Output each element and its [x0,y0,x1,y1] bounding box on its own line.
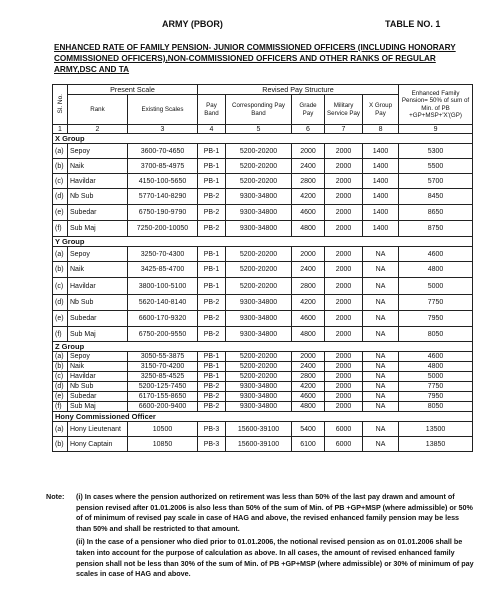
document-subtitle: ENHANCED RATE OF FAMILY PENSION- JUNIOR COMMISSIONED OFFICERS (INCLUDING HONORARY COMMISSIONED OFFICERS),NON-COMMISSIONED OFFICERS AND OTHER RANKS OF REGULAR ARMY,DSC AND TA [54,43,456,74]
table-cell: NA [363,352,399,362]
table-row [53,247,473,262]
table-cell: NA [363,278,399,295]
table-cell: PB-2 [198,311,226,327]
table-cell: Naik [68,262,128,278]
table-cell: 8450 [399,189,473,205]
col-corr-header: Corresponding Pay Band [226,95,292,125]
table-cell: 6170-155-8650 [128,392,198,402]
note-item: (i) In cases where the pension authorized on retirement was less than 50% of the last pay drawn and amount of pension revised after 01.01.2006 is also less than 50% of the sum of Min. of PB +GP+MSP (where admissible) or 50% of of minimum of revised pay scale in case of HAG and above, the revised enhanced family pension may be less than 50% and shall be restricted to that amount. [76,492,473,533]
table-row [53,362,473,372]
table-cell: 5200-20200 [226,262,292,278]
table-row [53,189,473,205]
table-cell: 6750-190-9790 [128,205,198,221]
table-cell: 2400 [292,159,325,174]
table-cell: 13500 [399,422,473,437]
table-row [53,392,473,402]
col-xgp-header: X Group Pay [363,95,399,125]
table-cell: (c) [53,278,68,295]
table-cell: (a) [53,422,68,437]
table-cell: 4800 [399,262,473,278]
col-rank-header: Rank [68,95,128,125]
table-cell: 2000 [325,295,363,311]
table-cell: 5000 [399,278,473,295]
table-row [53,352,473,362]
table-cell: Havildar [68,278,128,295]
header-right: TABLE NO. 1 [385,19,441,29]
col-sl-header: Sl. No. [53,85,68,125]
table-cell: 2000 [292,352,325,362]
table-cell: 8050 [399,402,473,412]
table-cell: 2000 [325,382,363,392]
table-cell: 9300-34800 [226,205,292,221]
table-cell: NA [363,262,399,278]
table-cell: 9300-34800 [226,189,292,205]
table-cell: 3800-100-5100 [128,278,198,295]
table-cell: (d) [53,382,68,392]
table-cell: NA [363,362,399,372]
table-cell: (e) [53,311,68,327]
table-cell: 1400 [363,159,399,174]
table-row [53,159,473,174]
table-cell: 2800 [292,278,325,295]
table-cell: 2000 [325,327,363,342]
table-cell: NA [363,247,399,262]
table-cell: 2800 [292,372,325,382]
table-cell: PB-1 [198,159,226,174]
col-number-row: 1 2 3 4 5 6 7 8 9 [53,125,473,134]
table-cell: 9300-34800 [226,382,292,392]
table-cell: PB-1 [198,144,226,159]
table-cell: 5200-20200 [226,278,292,295]
table-row [53,174,473,189]
table-cell: 2000 [325,247,363,262]
table-cell: (b) [53,262,68,278]
note-item: (ii) In the case of a pensioner who died prior to 01.01.2006, the notional revised pension as on 01.01.2006 shall be taken into account for the purpose of calculation as above. In all cases, the amount of revised enhanced family pension shall not be less than 30% of the sum of Min. of PB +GP+MSP (where admissible) or 30% of minimum of pay scales in case of HAG and above. [76,537,474,579]
note-label: Note: [46,492,65,501]
table-cell: 2000 [325,392,363,402]
table-cell: 4200 [292,189,325,205]
table-cell: 3425-85-4700 [128,262,198,278]
table-cell: Sepoy [68,247,128,262]
table-cell: 5200-20200 [226,174,292,189]
header-left: ARMY (PBOR) [162,19,223,29]
table-cell: Nb Sub [68,295,128,311]
table-cell: Subedar [68,392,128,402]
table-cell: 5500 [399,159,473,174]
table-cell: 3050-55-3875 [128,352,198,362]
table-cell: (e) [53,205,68,221]
table-cell: 2000 [325,362,363,372]
table-cell: (a) [53,247,68,262]
table-cell: Sepoy [68,144,128,159]
table-cell: 2000 [325,352,363,362]
table-cell: 8650 [399,205,473,221]
table-cell: PB-2 [198,402,226,412]
table-cell: NA [363,295,399,311]
group-header: Z Group [53,342,473,352]
col-band-header: Pay Band [198,95,226,125]
table-cell: (a) [53,144,68,159]
table-cell: Sub Maj [68,221,128,237]
table-cell: (b) [53,362,68,372]
table-cell: NA [363,327,399,342]
revised-pay-header: Revised Pay Structure [198,85,399,95]
table-cell: (c) [53,372,68,382]
table-row [53,311,473,327]
table-cell: Subedar [68,205,128,221]
table-cell: 4800 [292,327,325,342]
table-cell: Naik [68,159,128,174]
table-cell: 4150-100-5650 [128,174,198,189]
table-cell: 5200-125-7450 [128,382,198,392]
table-cell: PB-3 [198,437,226,452]
table-cell: 4200 [292,382,325,392]
table-cell: PB-1 [198,262,226,278]
table-cell: 3250-70-4300 [128,247,198,262]
table-cell: 1400 [363,144,399,159]
table-cell: 2000 [325,189,363,205]
table-cell: 1400 [363,221,399,237]
table-cell: 2000 [325,174,363,189]
table-row [53,372,473,382]
table-row [53,221,473,237]
table-cell: Havildar [68,372,128,382]
table-cell: 5770-140-8290 [128,189,198,205]
table-cell: 3250-85-4525 [128,372,198,382]
table-row [53,262,473,278]
group-header: Y Group [53,237,473,247]
table-cell: 10500 [128,422,198,437]
table-cell: 3150-70-4200 [128,362,198,372]
table-cell: PB-2 [198,221,226,237]
document-header [0,19,480,33]
table-cell: 5700 [399,174,473,189]
table-row [53,327,473,342]
table-cell: 4600 [399,352,473,362]
table-cell: 3600-70-4650 [128,144,198,159]
table-cell: 2000 [325,205,363,221]
table-cell: PB-1 [198,278,226,295]
table-cell: 4800 [292,221,325,237]
table-cell: 15600-39100 [226,437,292,452]
table-cell: 2000 [325,402,363,412]
table-row [53,382,473,392]
table-cell: PB-2 [198,295,226,311]
table-row [53,295,473,311]
table-cell: 4200 [292,295,325,311]
table-cell: PB-2 [198,382,226,392]
table-cell: 5200-20200 [226,362,292,372]
table-cell: Sub Maj [68,327,128,342]
table-cell: 5200-20200 [226,144,292,159]
table-row [53,278,473,295]
table-cell: 6600-170-9320 [128,311,198,327]
table-cell: 9300-34800 [226,221,292,237]
table-cell: 4600 [399,247,473,262]
table-cell: Subedar [68,311,128,327]
table-cell: PB-1 [198,372,226,382]
table-cell: 1400 [363,174,399,189]
table-cell: (a) [53,352,68,362]
table-cell: NA [363,372,399,382]
table-cell: Sepoy [68,352,128,362]
table-row [53,205,473,221]
table-cell: Havildar [68,174,128,189]
table-cell: 9300-34800 [226,402,292,412]
col-grade-header: Grade Pay [292,95,325,125]
table-cell: 9300-34800 [226,392,292,402]
table-row [53,402,473,412]
table-cell: 5200-20200 [226,159,292,174]
table-cell: 4600 [292,311,325,327]
present-scale-header: Present Scale [68,85,198,95]
table-cell: NA [363,382,399,392]
table-cell: PB-2 [198,205,226,221]
table-cell: 3700-85-4975 [128,159,198,174]
table-cell: 2000 [325,221,363,237]
table-cell: 5200-20200 [226,247,292,262]
table-cell: 8050 [399,327,473,342]
table-cell: (e) [53,392,68,402]
table-cell: 7750 [399,295,473,311]
table-cell: 2000 [325,372,363,382]
table-cell: 9300-34800 [226,295,292,311]
table-cell: 6000 [325,422,363,437]
table-cell: 13850 [399,437,473,452]
table-cell: 5000 [399,372,473,382]
table-cell: PB-2 [198,392,226,402]
table-cell: 5400 [292,422,325,437]
table-cell: (d) [53,189,68,205]
table-cell: (f) [53,402,68,412]
table-cell: 2000 [325,311,363,327]
table-cell: NA [363,437,399,452]
table-cell: PB-2 [198,189,226,205]
table-cell: 6750-200-9550 [128,327,198,342]
table-cell: 2000 [325,262,363,278]
table-cell: PB-1 [198,362,226,372]
table-cell: 5620-140-8140 [128,295,198,311]
table-cell: 2000 [292,247,325,262]
table-cell: 5200-20200 [226,352,292,362]
table-cell: (c) [53,174,68,189]
table-row [53,437,473,452]
table-cell: 4600 [292,392,325,402]
table-cell: 4800 [292,402,325,412]
table-cell: 4600 [292,205,325,221]
table-cell: 7750 [399,382,473,392]
table-cell: Nb Sub [68,189,128,205]
table-cell: (d) [53,295,68,311]
pension-table [52,84,473,452]
table-cell: NA [363,311,399,327]
table-cell: 2400 [292,362,325,372]
table-cell: 2000 [325,144,363,159]
table-cell: 9300-34800 [226,311,292,327]
table-cell: PB-3 [198,422,226,437]
table-cell: 1400 [363,205,399,221]
table-cell: 2000 [325,278,363,295]
group-header: Hony Commissioned Officer [53,412,473,422]
table-cell: 2400 [292,262,325,278]
table-cell: NA [363,422,399,437]
col-msp-header: Military Service Pay [325,95,363,125]
table-cell: 9300-34800 [226,327,292,342]
table-cell: 2800 [292,174,325,189]
table-cell: 10850 [128,437,198,452]
table-cell: 1400 [363,189,399,205]
note-section [46,492,474,583]
table-cell: NA [363,402,399,412]
table-cell: 5300 [399,144,473,159]
table-cell: 7950 [399,311,473,327]
col-enh-header: Enhanced Family Pension= 50% of sum of Min. of PB +GP+MSP+'X'(GP) [399,85,473,125]
table-cell: (b) [53,437,68,452]
table-cell: 7250-200-10050 [128,221,198,237]
table-row [53,422,473,437]
table-cell: (f) [53,327,68,342]
table-cell: 2000 [325,159,363,174]
table-cell: 4800 [399,362,473,372]
table-row [53,144,473,159]
table-cell: 8750 [399,221,473,237]
table-cell: PB-1 [198,352,226,362]
table-cell: 7950 [399,392,473,402]
table-cell: 2000 [292,144,325,159]
table-cell: (f) [53,221,68,237]
table-cell: 5200-20200 [226,372,292,382]
table-cell: NA [363,392,399,402]
table-cell: PB-2 [198,327,226,342]
table-cell: 6100 [292,437,325,452]
table-cell: 15600-39100 [226,422,292,437]
table-cell: 6000 [325,437,363,452]
table-cell: Sub Maj [68,402,128,412]
table-cell: (b) [53,159,68,174]
col-existing-header: Existing Scales [128,95,198,125]
table-cell: Nb Sub [68,382,128,392]
table-cell: PB-1 [198,247,226,262]
table-cell: Hony Lieutenant [68,422,128,437]
table-cell: Naik [68,362,128,372]
table-cell: PB-1 [198,174,226,189]
group-header: X Group [53,134,473,144]
table-cell: 6600-200-9400 [128,402,198,412]
table-cell: Hony Captain [68,437,128,452]
